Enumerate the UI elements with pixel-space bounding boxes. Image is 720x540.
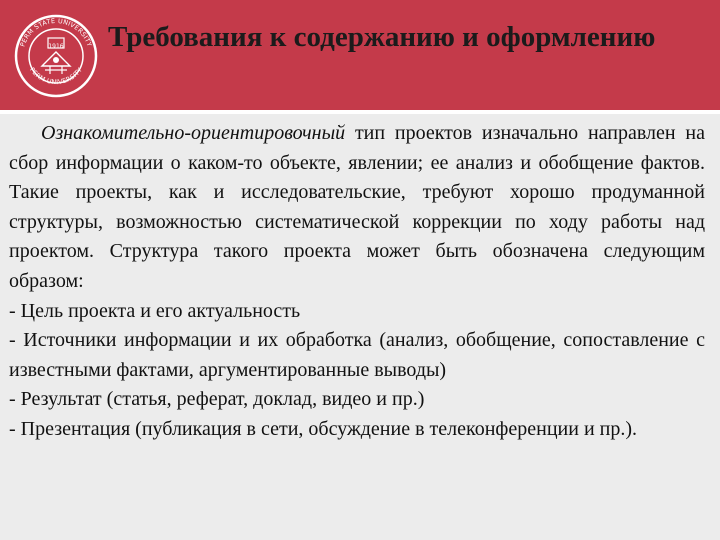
university-seal-icon: [14, 14, 98, 98]
intro-paragraph: [9, 119, 705, 297]
slide-body: [9, 119, 705, 445]
svg-text:1916: 1916: [48, 43, 64, 50]
project-type-term: Ознакомительно-ориентировочный: [41, 122, 346, 144]
svg-text:PERM UNIVERSITY: PERM UNIVERSITY: [28, 66, 84, 87]
slide-title: Требования к содержанию и оформлению: [108, 21, 656, 53]
structure-item-goal: - Цель проекта и его актуальность: [9, 299, 301, 322]
structure-item-sources: - Источники информации и их обработка (анализ, обобщение, сопоставление с известными фактами, аргументированные выводы): [9, 329, 705, 381]
intro-text: тип проектов изначально направлен на сбор информации о каком-то объекте, явлении; ее анализ и обобщение фактов. Такие проекты, как и исследовательские, требуют хорошо продуманной структуры, возможностью систематической коррекции по ходу работы над проектом. Структура такого проекта может быть обозначена следующим образом:: [9, 122, 705, 292]
header-divider: [0, 110, 720, 114]
structure-item-presentation: - Презентация (публикация в сети, обсуждение в телеконференции и пр.).: [9, 417, 638, 440]
structure-item-result: - Результат (статья, реферат, доклад, видео и пр.): [9, 388, 425, 411]
svg-text:PERM STATE UNIVERSITY: PERM STATE UNIVERSITY: [18, 16, 94, 48]
header-bar: [0, 0, 720, 110]
